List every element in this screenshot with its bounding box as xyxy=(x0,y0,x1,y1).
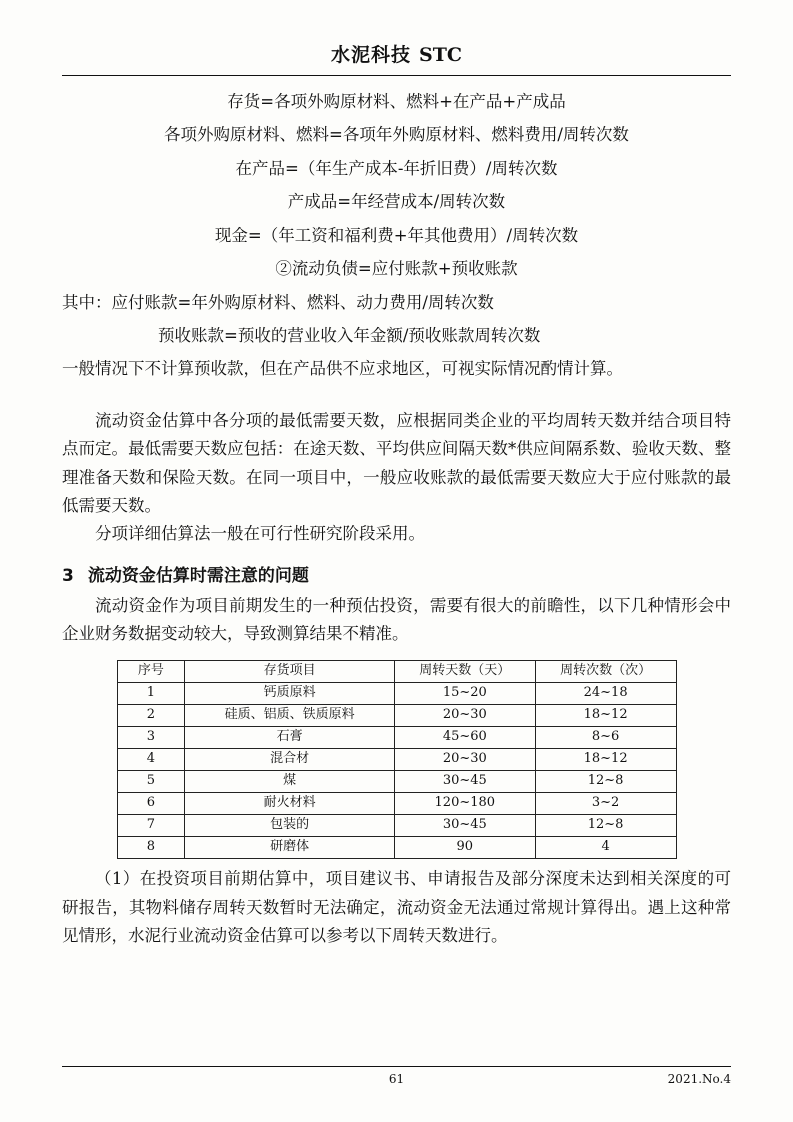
cell-item: 研磨体 xyxy=(185,837,395,859)
table-row xyxy=(117,705,676,727)
table-row xyxy=(117,771,676,793)
paragraph-2: 分项详细估算法一般在可行性研究阶段采用。 xyxy=(95,524,425,544)
table-col-header-item: 存货项目 xyxy=(185,661,395,683)
cell-index: 2 xyxy=(117,705,185,727)
cell-days: 20~30 xyxy=(394,705,535,727)
formula-line-1: 存货=各项外购原材料、燃料+在产品+产成品 xyxy=(227,92,566,111)
cell-item: 钙质原料 xyxy=(185,683,395,705)
cell-item: 包装的 xyxy=(185,815,395,837)
cell-days: 15~20 xyxy=(394,683,535,705)
formula-note: 一般情况下不计算预收款，但在产品供不应求地区，可视实际情况酌情计算。 xyxy=(62,359,623,379)
cell-index: 1 xyxy=(117,683,185,705)
cell-index: 7 xyxy=(117,815,185,837)
cell-days: 30~45 xyxy=(394,771,535,793)
table-col-header-days: 周转天数（天） xyxy=(394,661,535,683)
cell-times: 18~12 xyxy=(535,705,676,727)
cell-index: 8 xyxy=(117,837,185,859)
table-col-header-index: 序号 xyxy=(117,661,185,683)
cell-times: 12~8 xyxy=(535,815,676,837)
cell-item: 混合材 xyxy=(185,749,395,771)
cell-index: 3 xyxy=(117,727,185,749)
section-heading xyxy=(62,561,731,586)
cell-days: 20~30 xyxy=(394,749,535,771)
page-header xyxy=(62,40,731,73)
table-row xyxy=(117,683,676,705)
inventory-table-wrapper xyxy=(62,660,731,859)
journal-title-abbr: STC xyxy=(419,44,462,66)
formula-line-2: 各项外购原材料、燃料=各项年外购原材料、燃料费用/周转次数 xyxy=(164,125,629,145)
cell-days: 30~45 xyxy=(394,815,535,837)
formula-line-4: 产成品=年经营成本/周转次数 xyxy=(287,192,506,212)
cell-item: 煤 xyxy=(185,771,395,793)
formula-line-5: 现金=（年工资和福利费+年其他费用）/周转次数 xyxy=(214,225,579,245)
spacer xyxy=(62,391,731,407)
table-row xyxy=(117,837,676,859)
table-col-header-times: 周转次数（次） xyxy=(535,661,676,683)
cell-item: 耐火材料 xyxy=(185,793,395,815)
cell-item: 石膏 xyxy=(185,727,395,749)
paragraph-3: 流动资金作为项目前期发生的一种预估投资，需要有很大的前瞻性，以下几种情形会中企业财务数据变动较大，导致测算结果不精准。 xyxy=(62,595,731,644)
issue-label: 2021.No.4 xyxy=(667,1072,731,1086)
footer-row xyxy=(62,1072,731,1088)
inventory-turnover-table xyxy=(117,660,677,859)
formula-line-3: 在产品=（年生产成本-年折旧费）/周转次数 xyxy=(235,158,558,178)
formula-line-6: ②流动负债=应付账款+预收账款 xyxy=(275,259,518,279)
table-row xyxy=(117,727,676,749)
formula-line-qizhong: 其中：应付账款=年外购原材料、燃料、动力费用/周转次数 xyxy=(62,292,494,312)
page-content xyxy=(62,40,731,951)
cell-days: 45~60 xyxy=(394,727,535,749)
cell-times: 18~12 xyxy=(535,749,676,771)
cell-times: 8~6 xyxy=(535,727,676,749)
cell-times: 24~18 xyxy=(535,683,676,705)
paragraph-1: 流动资金估算中各分项的最低需要天数，应根据同类企业的平均周转天数并结合项目特点而定。最低需要天数应包括：在途天数、平均供应间隔天数*供应间隔系数、验收天数、整理准备天数和保险天数。在同一项目中，一般应收账款的最低需要天数应大于应付账款的最低需要天数。 xyxy=(62,410,731,515)
cell-index: 4 xyxy=(117,749,185,771)
paragraph-4: （1）在投资项目前期估算中，项目建议书、申请报告及部分深度未达到相关深度的可研报告，其物料储存周转天数暂时无法确定，流动资金无法通过常规计算得出。遇上这种常见情形，水泥行业流动资金估算可以参考以下周转天数进行。 xyxy=(62,869,731,946)
section-title: 流动资金估算时需注意的问题 xyxy=(87,565,309,586)
cell-item: 硅质、铝质、铁质原料 xyxy=(185,705,395,727)
table-row xyxy=(117,793,676,815)
footer-divider xyxy=(62,1066,731,1067)
cell-days: 120~180 xyxy=(394,793,535,815)
header-divider xyxy=(62,75,731,76)
cell-index: 5 xyxy=(117,771,185,793)
journal-title-cn: 水泥科技 xyxy=(331,44,412,66)
table-header-row xyxy=(117,661,676,683)
cell-times: 12~8 xyxy=(535,771,676,793)
table-row xyxy=(117,749,676,771)
cell-times: 3~2 xyxy=(535,793,676,815)
page-footer xyxy=(62,1066,731,1088)
cell-days: 90 xyxy=(394,837,535,859)
cell-times: 4 xyxy=(535,837,676,859)
formula-line-yushou: 预收账款=预收的营业收入年金额/预收账款周转次数 xyxy=(158,325,541,345)
table-row xyxy=(117,815,676,837)
cell-index: 6 xyxy=(117,793,185,815)
section-number: 3 xyxy=(62,565,74,586)
page-number: 61 xyxy=(388,1072,405,1086)
